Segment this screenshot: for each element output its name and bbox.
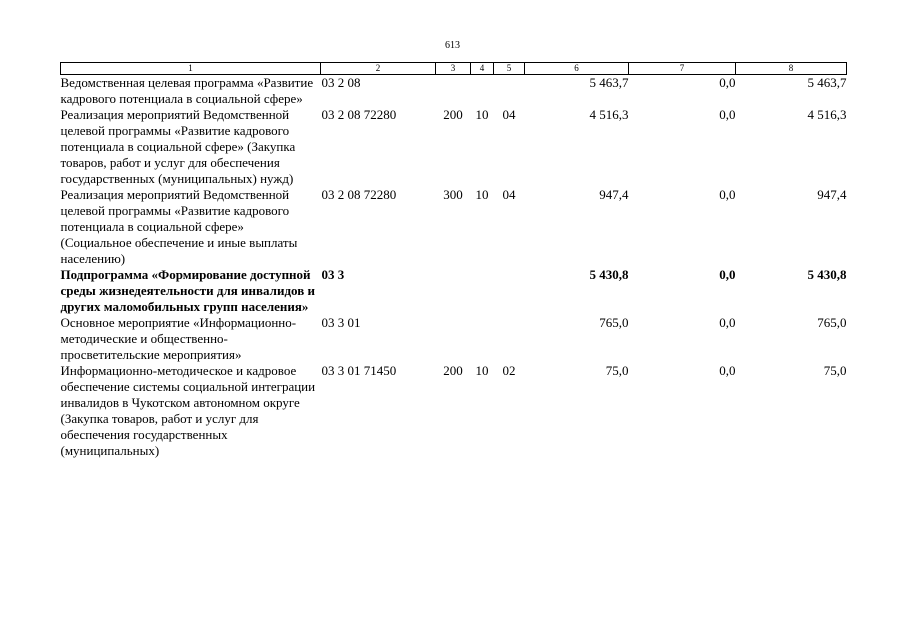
row-col3: 300 [443,187,463,202]
column-header-7: 7 [629,63,736,75]
row-col5: 04 [502,187,516,202]
row-col3 [436,315,471,363]
row-col3: 200 [443,363,463,378]
row-col6: 4 516,3 [589,107,629,122]
column-header-8: 8 [736,63,847,75]
row-col4 [471,267,494,315]
row-col7: 0,0 [719,107,736,122]
table-row [61,315,847,363]
column-header-3: 3 [436,63,471,75]
table-row [61,363,847,459]
row-name: Ведомственная целевая программа «Развитие кадрового потенциала в социальной сфере» [60,75,314,106]
row-col4: 10 [475,107,489,122]
row-name: Основное мероприятие «Информационно-методические и общественно-просветительские мероприятия» [60,315,297,362]
row-code: 03 2 08 72280 [321,107,397,122]
table-row [61,75,847,108]
row-col7: 0,0 [719,187,736,202]
row-col8: 765,0 [817,315,847,330]
row-name: Реализация мероприятий Ведомственной целевой программы «Развитие кадрового потенциала в социальной сфере» (Закупка товаров, работ и услуг для обеспечения государственных (муниципальных) нужд) [60,107,296,186]
table-body [61,75,847,460]
row-col5: 04 [502,107,516,122]
row-name: Подпрограмма «Формирование доступной среды жизнедеятельности для инвалидов и других маломобильных групп населения» [60,267,315,314]
row-code: 03 3 [321,267,345,282]
row-name: Реализация мероприятий Ведомственной целевой программы «Развитие кадрового потенциала в социальной сфере» (Социальное обеспечение и иные выплаты населению) [60,187,298,266]
row-col6: 765,0 [599,315,629,330]
row-col4: 10 [475,363,489,378]
row-code: 03 2 08 [321,75,361,90]
row-col5 [494,75,525,108]
budget-table [60,62,847,459]
row-col7: 0,0 [719,267,736,282]
row-col8: 5 430,8 [807,267,847,282]
table-row [61,187,847,267]
row-col8: 75,0 [823,363,847,378]
row-col4 [471,75,494,108]
row-col8: 947,4 [817,187,847,202]
table-row [61,267,847,315]
column-header-2: 2 [321,63,436,75]
row-col7: 0,0 [719,363,736,378]
page-number: 613 [445,40,460,51]
row-col4: 10 [475,187,489,202]
row-col4 [471,315,494,363]
row-col7: 0,0 [719,75,736,90]
row-name: Информационно-методическое и кадровое обеспечение системы социальной интеграции инвалидов в Чукотском автономном округе (Закупка товаров, работ и услуг для обеспечения государственных (муниципальных) [60,363,316,458]
row-code: 03 3 01 [321,315,361,330]
column-header-6: 6 [525,63,629,75]
row-col6: 5 463,7 [589,75,629,90]
row-col8: 4 516,3 [807,107,847,122]
row-col3 [436,75,471,108]
row-col7: 0,0 [719,315,736,330]
row-col6: 75,0 [605,363,629,378]
row-col5 [494,315,525,363]
row-col6: 947,4 [599,187,629,202]
column-header-1: 1 [61,63,321,75]
row-col5: 02 [502,363,516,378]
row-col3 [436,267,471,315]
header-row [61,63,847,75]
row-col8: 5 463,7 [807,75,847,90]
row-col3: 200 [443,107,463,122]
table-row [61,107,847,187]
row-col5 [494,267,525,315]
column-header-4: 4 [471,63,494,75]
row-code: 03 3 01 71450 [321,363,397,378]
column-header-5: 5 [494,63,525,75]
table-header [61,63,847,75]
row-col6: 5 430,8 [589,267,629,282]
row-code: 03 2 08 72280 [321,187,397,202]
